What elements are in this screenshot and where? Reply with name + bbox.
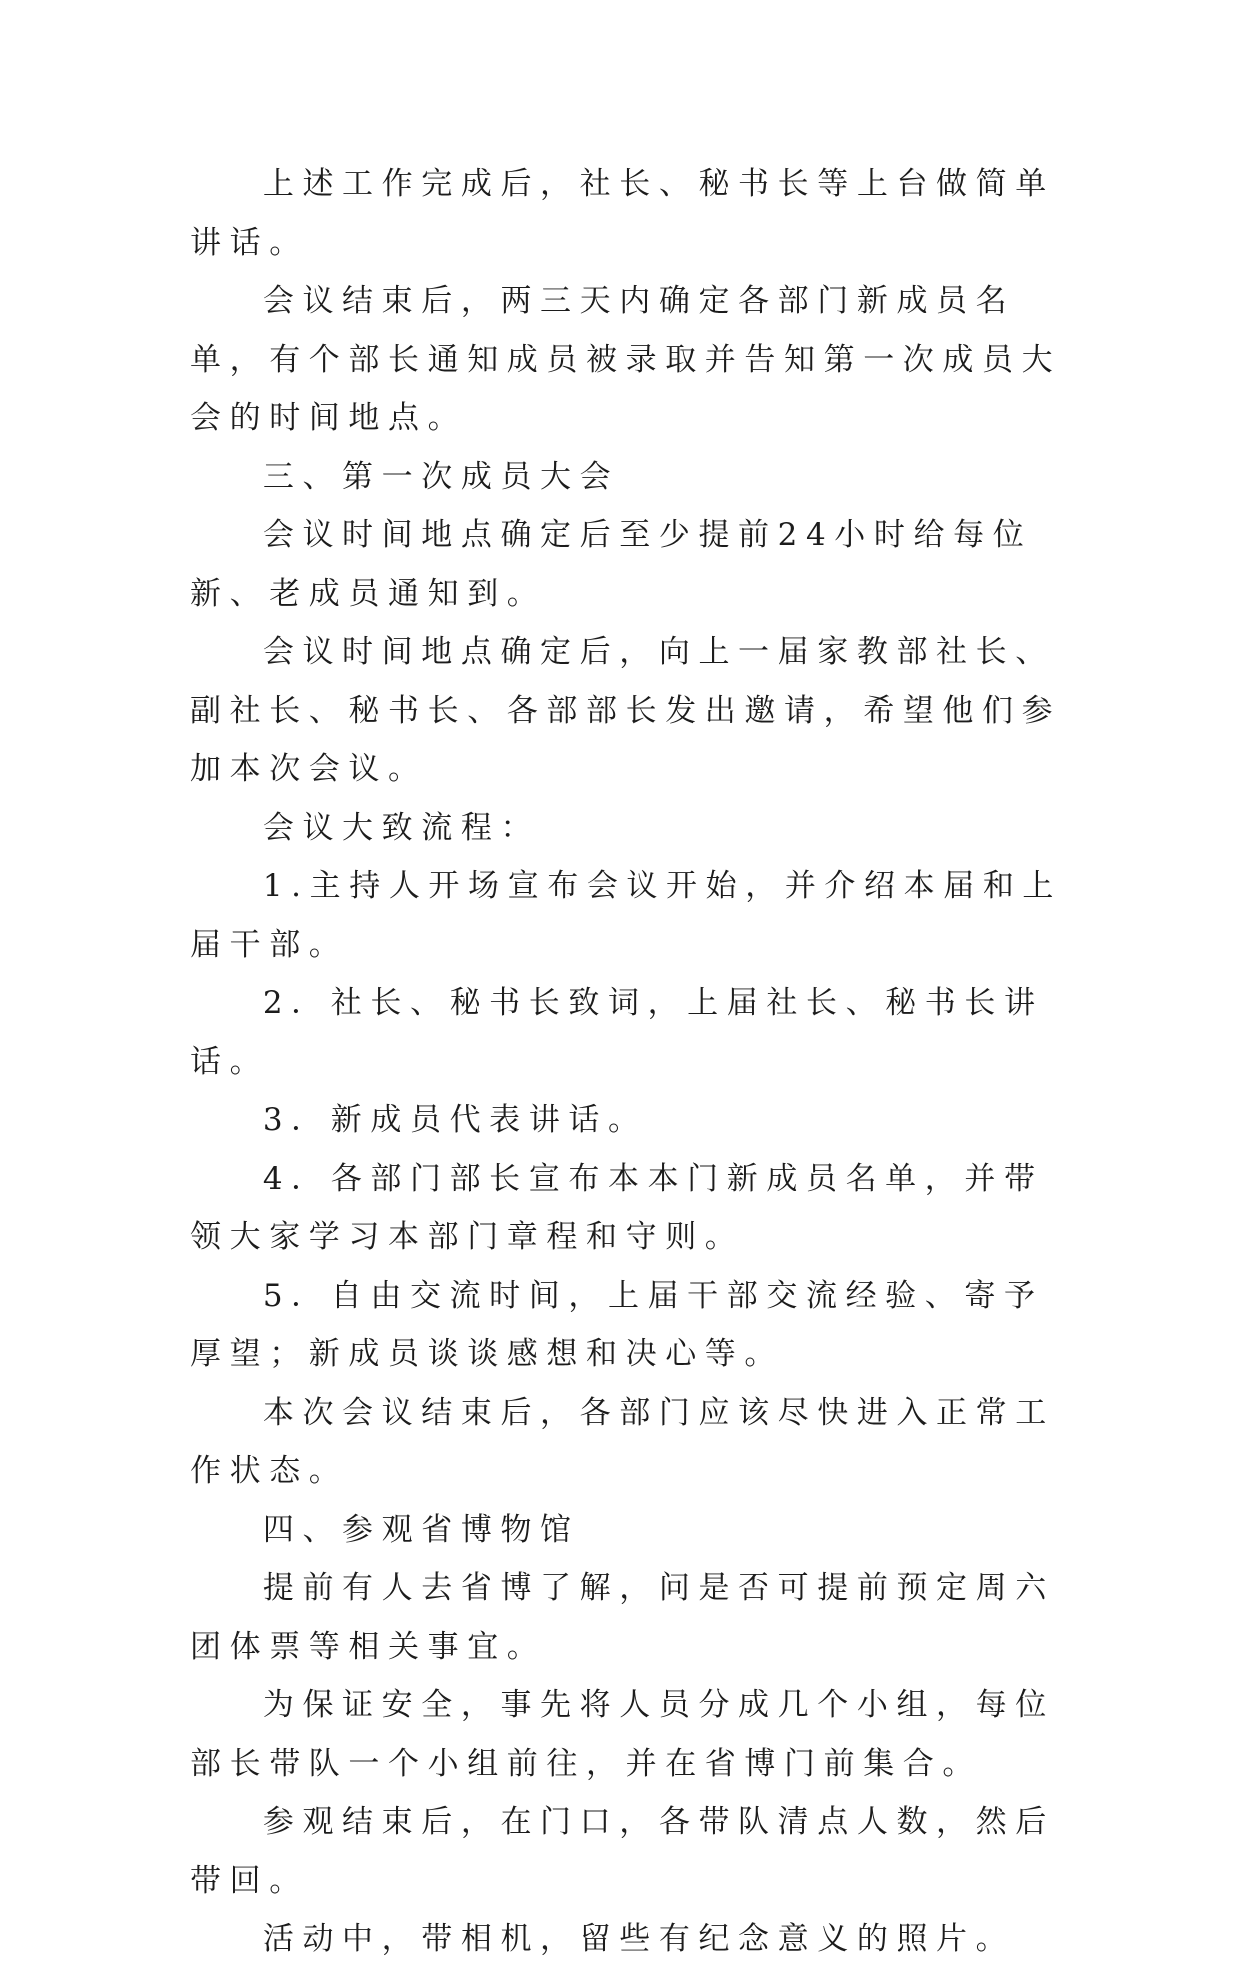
- paragraph: 参观结束后，在门口，各带队清点人数，然后带回。: [190, 1804, 1055, 1899]
- list-item: 1.主持人开场宣布会议开始，并介绍本届和上届干部。: [190, 868, 1063, 963]
- paragraph: 提前有人去省博了解，问是否可提前预定周六团体票等相关事宜。: [190, 1570, 1055, 1665]
- section-heading: 四、参观省博物馆: [262, 1511, 580, 1548]
- section-heading: 三、第一次成员大会: [262, 458, 620, 495]
- paragraph: 会议结束后，两三天内确定各部门新成员名单，有个部长通知成员被录取并告知第一次成员大会的时间地点。: [190, 283, 1062, 436]
- list-item: 4．各部门部长宣布本本门新成员名单，并带领大家学习本部门章程和守则。: [190, 1160, 1044, 1255]
- paragraph: 会议时间地点确定后，向上一届家教部社长、副社长、秘书长、各部部长发出邀请，希望他们参加本次会议。: [190, 634, 1062, 787]
- document-body: [190, 155, 1070, 1969]
- paragraph: 为保证安全，事先将人员分成几个小组，每位部长带队一个小组前往，并在省博门前集合。: [190, 1687, 1055, 1782]
- list-item: 5．自由交流时间，上届干部交流经验、寄予厚望；新成员谈谈感想和决心等。: [190, 1277, 1044, 1372]
- list-item: 2．社长、秘书长致词，上届社长、秘书长讲话。: [190, 985, 1044, 1080]
- paragraph: 会议时间地点确定后至少提前24小时给每位新、老成员通知到。: [190, 517, 1033, 612]
- paragraph: 会议大致流程：: [262, 809, 541, 846]
- list-item: 3．新成员代表讲话。: [262, 1102, 648, 1138]
- paragraph: 活动中，带相机，留些有纪念意义的照片。: [262, 1921, 1016, 1957]
- paragraph: 上述工作完成后，社长、秘书长等上台做简单讲话。: [190, 166, 1055, 261]
- paragraph: 本次会议结束后，各部门应该尽快进入正常工作状态。: [190, 1394, 1055, 1489]
